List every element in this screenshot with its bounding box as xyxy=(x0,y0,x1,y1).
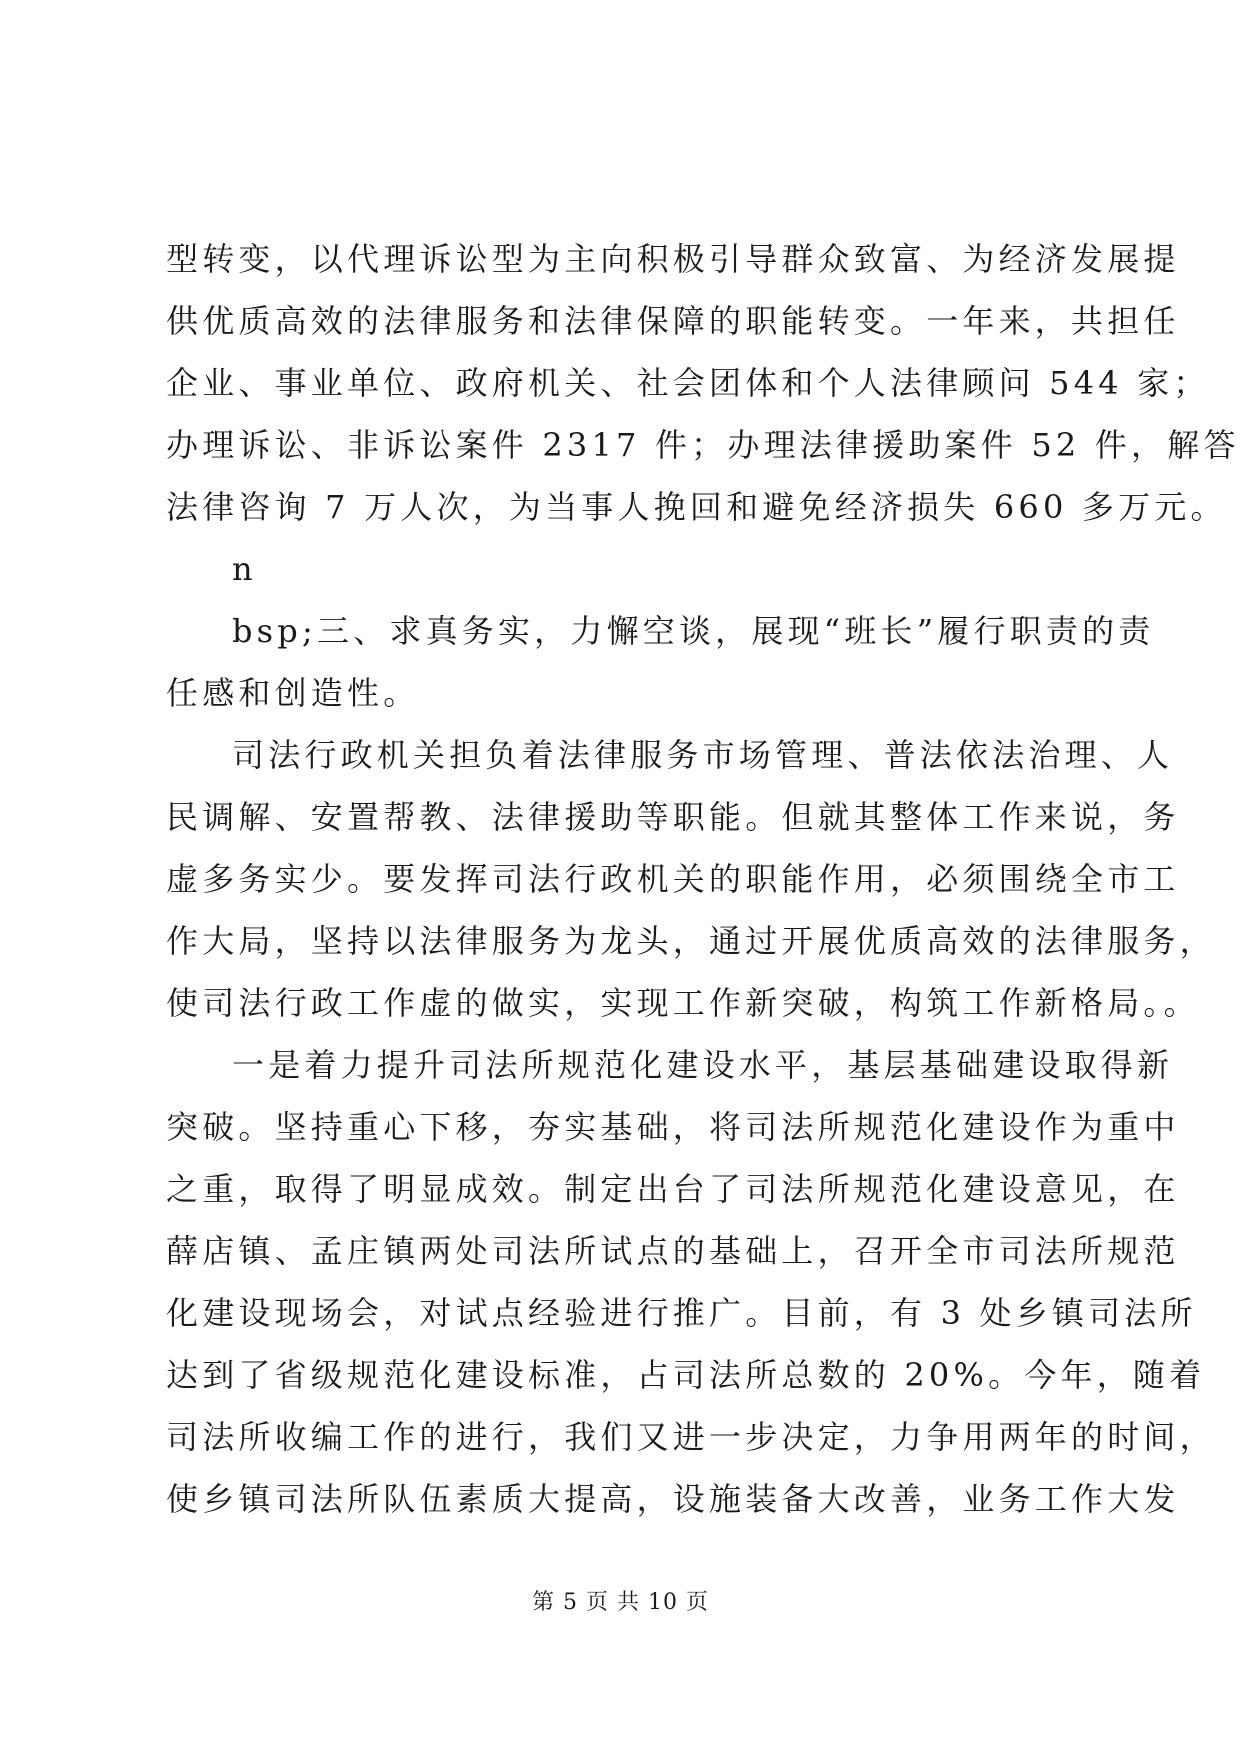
text-line: 司法所收编工作的进行，我们又进一步决定，力争用两年的时间， xyxy=(166,1418,1216,1456)
section-heading-line: bsp;三、求真务实，力懈空谈，展现“班长”履行职责的责 xyxy=(232,612,1155,650)
text-line: 之重，取得了明显成效。制定出台了司法所规范化建设意见，在 xyxy=(166,1170,1180,1208)
text-line: 办理诉讼、非诉讼案件 2317 件；办理法律援助案件 52 件，解答 xyxy=(166,426,1240,464)
text-line: 作大局，坚持以法律服务为龙头，通过开展优质高效的法律服务， xyxy=(166,922,1216,960)
paragraph-first-line: 司法行政机关担负着法律服务市场管理、普法依法治理、人 xyxy=(232,736,1174,774)
text-line: 薛店镇、孟庄镇两处司法所试点的基础上，召开全市司法所规范 xyxy=(166,1232,1180,1270)
paragraph-first-line: 一是着力提升司法所规范化建设水平，基层基础建设取得新 xyxy=(232,1046,1174,1084)
text-line: 使乡镇司法所队伍素质大提高，设施装备大改善，业务工作大发 xyxy=(166,1480,1180,1518)
page-number-footer: 第 5 页 共 10 页 xyxy=(532,1590,709,1615)
text-line: 型转变，以代理诉讼型为主向积极引导群众致富、为经济发展提 xyxy=(166,240,1180,278)
text-line: 化建设现场会，对试点经验进行推广。目前，有 3 处乡镇司法所 xyxy=(166,1294,1197,1332)
text-line: 民调解、安置帮教、法律援助等职能。但就其整体工作来说，务 xyxy=(166,798,1180,836)
document-body xyxy=(166,228,1240,1530)
section-heading-line: 任感和创造性。 xyxy=(166,674,420,712)
text-line: 达到了省级规范化建设标准，占司法所总数的 20%。今年，随着 xyxy=(166,1356,1206,1394)
text-line: 企业、事业单位、政府机关、社会团体和个人法律顾问 544 家； xyxy=(166,364,1210,402)
text-line: n xyxy=(232,550,257,588)
text-line: 法律咨询 7 万人次，为当事人挽回和避免经济损失 660 多万元。 xyxy=(166,488,1227,526)
text-line: 供优质高效的法律服务和法律保障的职能转变。一年来，共担任 xyxy=(166,302,1180,340)
text-line: 突破。坚持重心下移，夯实基础，将司法所规范化建设作为重中 xyxy=(166,1108,1180,1146)
text-line: 使司法行政工作虚的做实，实现工作新突破，构筑工作新格局。。 xyxy=(166,984,1200,1022)
text-line: 虚多务实少。要发挥司法行政机关的职能作用，必须围绕全市工 xyxy=(166,860,1180,898)
